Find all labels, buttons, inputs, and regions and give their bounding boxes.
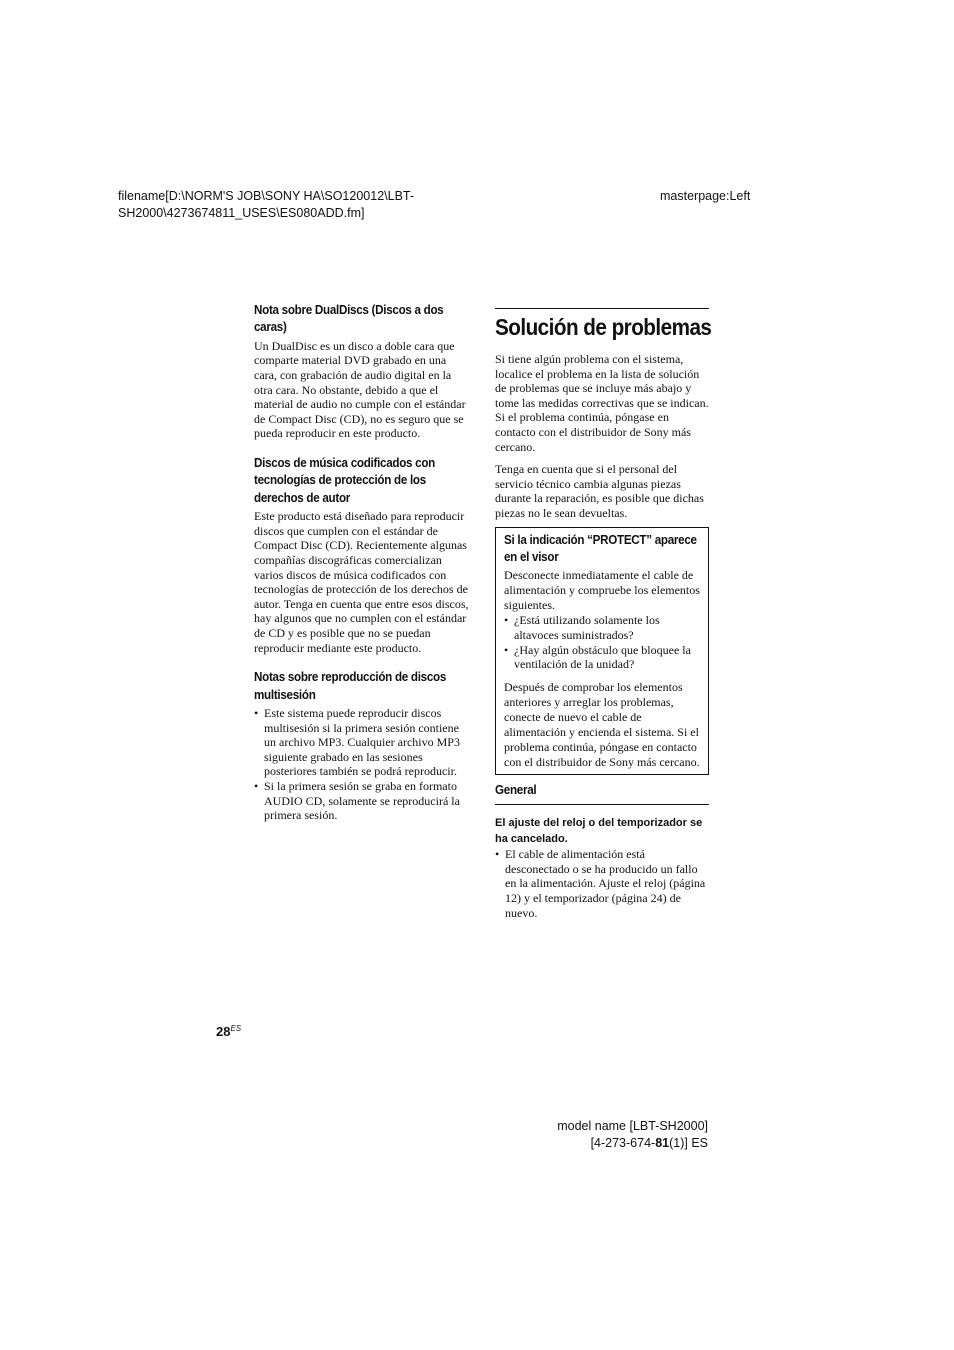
copyright-heading: Discos de música codificados con tecnologías de protección de los derechos de autor (254, 455, 436, 505)
filename-line-2: SH2000\4273674811_USES\ES080ADD.fm] (118, 206, 365, 220)
list-item: • Si la primera sesión se graba en formato AUDIO CD, solamente se reproducirá la primera sesión. (254, 779, 470, 823)
multisession-heading: Notas sobre reproducción de discos multisesión (254, 670, 447, 702)
masterpage-meta: masterpage:Left (660, 189, 751, 203)
general-question: El ajuste del reloj o del temporizador se ha cancelado. (495, 817, 703, 846)
multisession-list (254, 706, 470, 823)
list-item: • ¿Hay algún obstáculo que bloquee la ventilación de la unidad? (504, 643, 700, 672)
general-heading-block (495, 782, 709, 805)
page-number-value: 28 (216, 1024, 231, 1039)
list-item: • Este sistema puede reproducir discos multisesión si la primera sesión contiene un archivo MP3. Cualquier archivo MP3 siguiente grabado en las sesiones posteriores también se podrá reproducir. (254, 706, 470, 779)
intro-paragraph-3: Tenga en cuenta que si el personal del servicio técnico cambia algunas piezas durante la reparación, es posible que dichas piezas no le sean devueltas. (495, 462, 704, 520)
general-section (495, 782, 709, 920)
copyright-body: Este producto está diseñado para reproducir discos que cumplen con el estándar de Compact Disc (CD). Recientemente algunas compañías discográficas comercializan varios discos de música codificados con tecnologías de protección de los derechos de autor. Tenga en cuenta que entre esos discos, hay algunos que no cumplen con el estándar de CD y es posible que no se puedan reproducir mediante este producto. (254, 509, 469, 655)
model-code-prefix: [4-273-674- (590, 1136, 656, 1150)
protect-heading: Si la indicación “PROTECT” aparece en el visor (504, 532, 697, 564)
model-code (557, 1135, 708, 1152)
page-number (216, 1024, 241, 1039)
protect-body: Desconecte inmediatamente el cable de alimentación y compruebe los elementos siguientes. (504, 568, 700, 613)
intro-paragraph-2: Si el problema continúa, póngase en contacto con el distribuidor de Sony más cercano. (495, 410, 691, 454)
page-number-suffix: ES (230, 1024, 242, 1033)
list-item: • ¿Está utilizando solamente los altavoces suministrados? (504, 613, 700, 642)
model-code-bold: 81 (655, 1136, 670, 1150)
intro-paragraph-1: Si tiene algún problema con el sistema, localice el problema en la lista de solución de problemas que se incluye más abajo y tome las medidas correctivas que se indican. (495, 352, 709, 410)
list-item: • El cable de alimentación está desconectado o se ha producido un fallo en la alimentación. Ajuste el reloj (página 12) y el temporizador (página 24) de nuevo. (495, 847, 709, 920)
model-code-suffix: (1)] ES (669, 1136, 708, 1150)
page-title: Solución de problemas (495, 314, 712, 340)
dualdisc-heading: Nota sobre DualDiscs (Discos a dos caras) (254, 303, 444, 335)
right-column (495, 308, 712, 920)
model-meta (557, 1118, 708, 1152)
general-heading: General (495, 782, 537, 797)
title-rule (495, 308, 709, 309)
filename-meta (118, 188, 478, 222)
dualdisc-body: Un DualDisc es un disco a doble cara que comparte material DVD grabado en una cara, con grabación de audio digital en la otra cara. No obstante, debido a que el material de audio no cumple con el estándar de Compact Disc (CD), no es seguro que se pueda reproducir en este producto. (254, 338, 466, 441)
left-column (254, 302, 470, 823)
model-name: model name [LBT-SH2000] (557, 1119, 708, 1133)
filename-line-1: filename[D:\NORM'S JOB\SONY HA\SO120012\LBT- (118, 189, 415, 203)
protect-box (495, 527, 709, 775)
protect-list (504, 613, 700, 671)
protect-after: Después de comprobar los elementos anteriores y arreglar los problemas, conecte de nuevo el cable de alimentación y encienda el sistema. Si el problema continúa, póngase en contacto con el distribuidor de Sony más cercano. (504, 679, 700, 769)
general-list (495, 847, 709, 920)
